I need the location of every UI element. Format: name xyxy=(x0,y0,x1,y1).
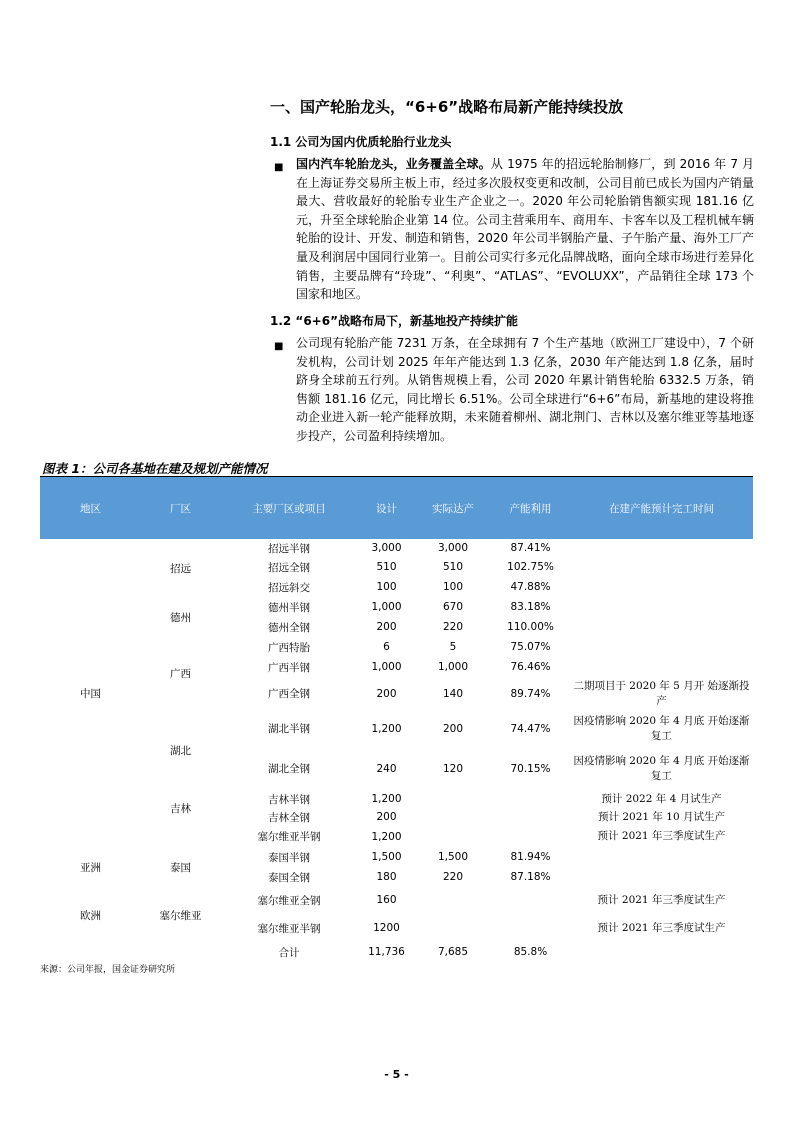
project-cell: 塞尔维亚全钢 xyxy=(257,894,321,907)
timeline-cell xyxy=(570,577,753,597)
project-cell: 塞尔维亚半钢 xyxy=(257,922,321,935)
actual-cell: 670 xyxy=(442,601,464,613)
table-total-row xyxy=(40,943,753,961)
paragraph-lead: 国内汽车轮胎龙头，业务覆盖全球。 xyxy=(296,157,491,171)
actual-cell: 220 xyxy=(442,871,464,883)
bullet-square-icon: ■ xyxy=(274,162,284,173)
subsection-title-1-2: 1.2 “6+6”战略布局下，新基地投产持续扩能 xyxy=(270,314,518,328)
utilization-cell: 74.47% xyxy=(510,722,551,735)
capacity-table xyxy=(40,477,753,961)
header-region: 地区 xyxy=(40,477,141,539)
table-header-row xyxy=(40,477,753,539)
table-row xyxy=(40,790,753,808)
section-heading: 一、国产轮胎龙头，“6+6”战略布局新产能持续投放 xyxy=(270,98,624,116)
design-cell: 200 xyxy=(376,687,397,700)
header-factory: 厂区 xyxy=(141,477,220,539)
design-cell: 1,000 xyxy=(371,601,402,613)
timeline-cell xyxy=(570,637,753,657)
actual-cell xyxy=(415,826,491,847)
utilization-cell: 102.75% xyxy=(507,561,554,573)
timeline-cell: 预计 2021 年 10 月试生产 xyxy=(598,810,725,823)
timeline-cell xyxy=(570,557,753,577)
timeline-cell: 因疫情影响 2020 年 4 月底 开始逐渐复工 xyxy=(573,714,750,742)
factory-cell: 湖北 xyxy=(170,744,191,757)
design-cell: 1,200 xyxy=(371,722,402,735)
timeline-cell xyxy=(570,657,753,677)
timeline-cell xyxy=(570,617,753,637)
factory-cell: 招远 xyxy=(170,562,191,575)
design-cell: 1,500 xyxy=(371,851,402,863)
header-design: 设计 xyxy=(358,477,415,539)
timeline-cell xyxy=(570,597,753,617)
region-cell: 中国 xyxy=(80,687,101,700)
actual-cell: 200 xyxy=(442,722,464,735)
utilization-cell: 89.74% xyxy=(510,687,551,700)
utilization-cell xyxy=(491,913,570,943)
actual-cell xyxy=(415,808,491,826)
utilization-cell: 75.07% xyxy=(510,641,551,653)
total-label: 合计 xyxy=(278,946,300,959)
utilization-cell: 110.00% xyxy=(507,621,554,633)
project-cell: 招远斜交 xyxy=(268,581,310,594)
project-cell: 广西特胎 xyxy=(268,641,310,654)
design-cell: 6 xyxy=(383,641,390,653)
project-cell: 德州全钢 xyxy=(268,621,310,634)
utilization-cell xyxy=(491,790,570,808)
project-cell: 招远全钢 xyxy=(268,561,310,574)
region-cell: 欧洲 xyxy=(80,909,101,922)
table-row xyxy=(40,826,753,847)
header-project: 主要厂区或项目 xyxy=(220,477,358,539)
factory-cell: 塞尔维亚 xyxy=(159,909,202,922)
figure-source: 来源：公司年报，国金证券研究所 xyxy=(40,965,176,975)
design-cell: 1,200 xyxy=(371,793,402,805)
figure-title: 图表 1：公司各基地在建及规划产能情况 xyxy=(42,461,268,476)
utilization-cell: 47.88% xyxy=(510,581,551,593)
timeline-cell xyxy=(570,867,753,887)
table-row xyxy=(40,597,753,617)
actual-cell: 5 xyxy=(449,641,457,653)
design-cell: 510 xyxy=(376,561,397,573)
subsection-title-1-1: 1.1 公司为国内优质轮胎行业龙头 xyxy=(270,135,452,149)
table-row xyxy=(40,710,753,747)
paragraph-body: 从 1975 年的招远轮胎制修厂，到 2016 年 7 月在上海证券交易所主板上市，经过多次股权变更和改制，公司目前已成长为国内产销量最大、营收最好的轮胎专业生产企业之一。2020 年公司轮胎销售额实现 181.16 亿元，升至全球轮胎企业第 14 位。公司主营乘用车、商用车、卡客车以及工程机械车辆轮胎的设计、开发、制造和销售，2020 年公司半钢胎产量、子午胎产量、海外工厂产量及利润居中国同行业第一。目前公司实行多元化品牌战略，面向全球市场进行差异化销售，主要品牌有“玲珑”、“利奥”、“ATLAS”、“EVOLUXX”，产品销往全球 173 个国家和地区。 xyxy=(296,157,754,302)
total-design: 11,736 xyxy=(368,946,405,958)
design-cell: 3,000 xyxy=(371,542,402,554)
header-utilization: 产能利用 xyxy=(491,477,570,539)
utilization-cell xyxy=(491,808,570,826)
project-cell: 广西全钢 xyxy=(268,688,310,700)
timeline-cell xyxy=(570,539,753,557)
paragraph-capacity: 公司现有轮胎产能 7231 万条，在全球拥有 7 个生产基地（欧洲工厂建设中），7 个研发机构，公司计划 2025 年年产能达到 1.3 亿条，2030 年产能达到 1.8 亿条，届时跻身全球前五行列。从销售规模上看，公司 2020 年累计销售轮胎 6332.5 万条，销售额 181.16 亿元，同比增长 6.51%。公司全球进行“6+6”布局，新基地的建设将推动企业进入新一轮产能释放期，未来随着柳州、湖北荆门、吉林以及塞尔维亚等基地逐步投产，公司盈利持续增加。 xyxy=(296,336,754,443)
project-cell: 招远半钢 xyxy=(268,542,310,555)
utilization-cell xyxy=(491,887,570,913)
actual-cell: 220 xyxy=(442,621,464,633)
project-cell: 德州半钢 xyxy=(268,601,310,614)
factory-cell: 吉林 xyxy=(170,802,191,815)
design-cell: 1,000 xyxy=(371,661,402,673)
table-row xyxy=(40,847,753,867)
bullet-square-icon: ■ xyxy=(274,341,284,352)
page-number: - 5 - xyxy=(384,1068,409,1081)
timeline-cell: 因疫情影响 2020 年 4 月底 开始逐渐复工 xyxy=(573,754,750,782)
actual-cell: 100 xyxy=(442,581,464,593)
factory-cell: 德州 xyxy=(170,611,191,624)
design-cell: 1,200 xyxy=(371,830,402,843)
total-utilization: 85.8% xyxy=(513,946,548,958)
project-cell: 泰国全钢 xyxy=(268,871,310,884)
paragraph-company-overview xyxy=(296,155,754,304)
utilization-cell: 87.18% xyxy=(510,871,551,883)
actual-cell xyxy=(415,887,491,913)
utilization-cell: 83.18% xyxy=(510,601,551,613)
project-cell: 湖北半钢 xyxy=(268,723,310,735)
timeline-cell xyxy=(570,847,753,867)
table-row xyxy=(40,887,753,913)
project-cell: 湖北全钢 xyxy=(268,763,310,775)
factory-cell: 泰国 xyxy=(170,861,191,874)
design-cell: 180 xyxy=(376,871,397,883)
utilization-cell: 81.94% xyxy=(510,851,551,863)
project-cell: 泰国半钢 xyxy=(268,851,310,864)
utilization-cell: 76.46% xyxy=(510,661,551,673)
table-row xyxy=(40,539,753,557)
actual-cell: 1,500 xyxy=(437,851,469,863)
timeline-cell: 预计 2021 年三季度试生产 xyxy=(597,830,726,842)
factory-cell: 广西 xyxy=(170,668,191,680)
design-cell: 200 xyxy=(376,811,397,823)
actual-cell: 140 xyxy=(442,687,464,700)
timeline-cell: 二期项目于 2020 年 5 月开 始逐渐投产 xyxy=(573,679,750,707)
factory-cell-empty xyxy=(141,826,220,847)
design-cell: 240 xyxy=(376,762,397,775)
project-cell: 塞尔维亚半钢 xyxy=(257,831,321,843)
timeline-cell: 预计 2022 年 4 月试生产 xyxy=(601,792,722,805)
actual-cell: 120 xyxy=(442,762,464,775)
design-cell: 1200 xyxy=(373,922,400,934)
total-actual: 7,685 xyxy=(437,946,469,958)
region-cell: 亚洲 xyxy=(80,861,101,874)
actual-cell: 510 xyxy=(442,561,464,573)
project-cell: 广西半钢 xyxy=(268,661,310,674)
project-cell: 吉林全钢 xyxy=(268,811,310,824)
project-cell: 吉林半钢 xyxy=(268,793,310,806)
header-timeline: 在建产能预计完工时间 xyxy=(570,477,753,539)
actual-cell: 1,000 xyxy=(437,661,469,673)
table-row xyxy=(40,637,753,657)
timeline-cell: 预计 2021 年三季度试生产 xyxy=(597,893,726,906)
utilization-cell: 70.15% xyxy=(510,762,551,775)
design-cell: 200 xyxy=(376,621,397,633)
timeline-cell: 预计 2021 年三季度试生产 xyxy=(597,921,726,934)
actual-cell: 3,000 xyxy=(437,542,469,554)
utilization-cell: 87.41% xyxy=(510,542,551,554)
design-cell: 100 xyxy=(376,581,397,593)
utilization-cell xyxy=(491,826,570,847)
design-cell: 160 xyxy=(376,894,397,906)
header-actual: 实际达产 xyxy=(415,477,491,539)
actual-cell xyxy=(415,790,491,808)
actual-cell xyxy=(415,913,491,943)
